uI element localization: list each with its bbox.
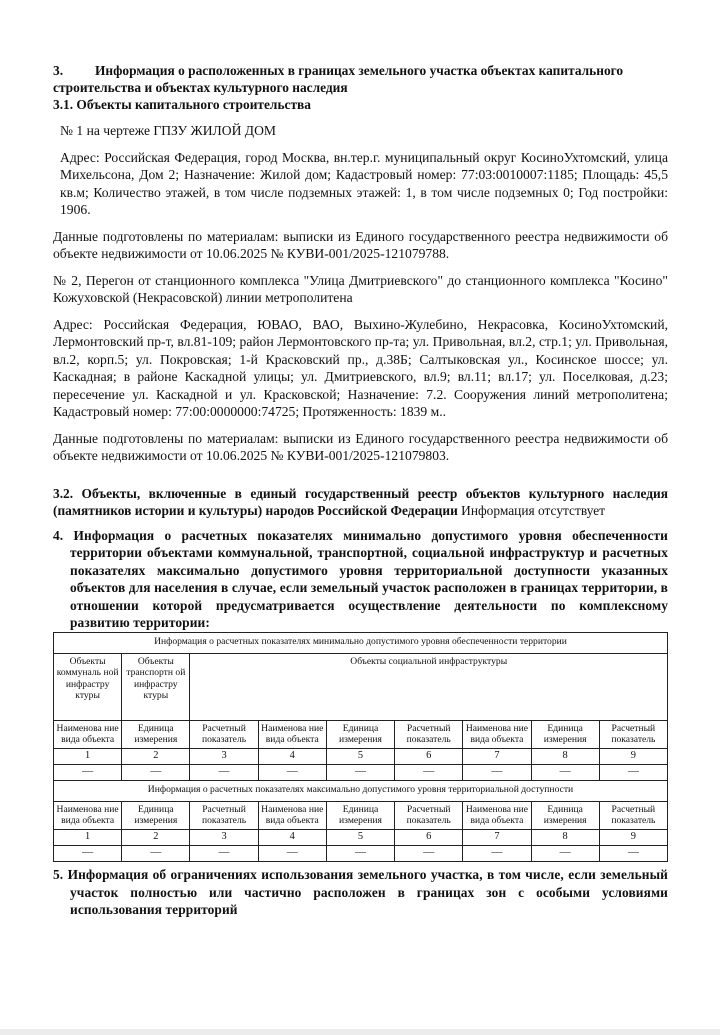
col-number: 5: [326, 748, 394, 765]
object-1-heading: № 1 на чертеже ГПЗУ ЖИЛОЙ ДОМ: [60, 123, 276, 138]
table-cell: —: [122, 765, 190, 781]
table-cell: —: [463, 765, 531, 781]
section-3-title-line2: строительства и объектах культурного наследия: [53, 80, 348, 95]
column-headers-row: [54, 720, 668, 748]
col-header: Расчетный показатель: [599, 720, 667, 748]
indicators-table: [53, 632, 668, 862]
table-cell: —: [54, 765, 122, 781]
table-cell: —: [395, 846, 463, 862]
table-cell: —: [258, 846, 326, 862]
min-values-row: [54, 765, 668, 781]
col-header: Единица измерения: [326, 801, 394, 829]
object-2-source: Данные подготовлены по материалам: выписки из Единого государственного реестра недвижимости об объекте недвижимости от 10.06.2025 № КУВИ-001/2025-121079803.: [53, 430, 668, 463]
table-cell: —: [326, 765, 394, 781]
col-header: Единица измерения: [122, 720, 190, 748]
viewer-bottom-bar: [0, 1029, 720, 1035]
section-4-heading: 4. Информация о расчетных показателях минимально допустимого уровня обеспеченности территории объектами коммунальной, транспортной, социальной инфраструктур и расчетных показателях максимально допустимого уровня территориальной доступности указанных объектов для населения в случае, если земельный участок расположен в границах территории, в отношении которой предусматривается осуществление деятельности по комплексному развитию территории:: [53, 527, 668, 631]
table-cell: —: [54, 846, 122, 862]
col-number: 2: [122, 748, 190, 765]
col-number: 4: [258, 748, 326, 765]
table-cell: —: [531, 765, 599, 781]
col-header: Единица измерения: [326, 720, 394, 748]
col-header: Наименова ние вида объекта: [54, 801, 122, 829]
section-5-heading: 5. Информация об ограничениях использования земельного участка, в том числе, если земельный участок полностью или частично расположен в границах зон с особыми условиями использования территорий: [53, 867, 668, 918]
table-cell: —: [463, 846, 531, 862]
object-2-address: Адрес: Российская Федерация, ЮВАО, ВАО, Выхино-Жулебино, Некрасовка, КосиноУхтомский, Лермонтовский пр-т, вл.81-109; район Лермонтовского пр-та; ул. Привольная, вл.2, стр.1; ул. Привольная, вл.2, корп.5; ул. Покровская; 1-й Красковский пр., д.38Б; Салтыковская ул., Косинское шоссе; ул. Каскадная; в районе Каскадной улицы; ул. Дмитриевского, вл.9; вл.11; вл.17; ул. Поселковая, д.23; пересечение ул. Каскадной и ул. Красковской; Назначение: 7.2. Сооружения линий метрополитена; Кадастровый номер: 77:00:0000000:74725; Протяженность: 1839 м..: [53, 316, 668, 419]
col-header: Расчетный показатель: [395, 801, 463, 829]
section-3-2-title: 3.2. Объекты, включенные в единый государственный реестр объектов культурного наследия (памятников истории и культуры) народов Российской Федерации: [53, 485, 668, 518]
object-1-address: Адрес: Российская Федерация, город Москва, вн.тер.г. муниципальный округ КосиноУхтомский, улица Михельсона, Дом 2; Назначение: Жилой дом; Кадастровый номер: 77:03:0010007:1185; Площадь: 45,5 кв.м; Количество этажей, в том числе подземных этажей: 1, в том числе подземных 0; Год постройки: 1906.: [60, 149, 668, 217]
table-cell: —: [326, 846, 394, 862]
column-numbers-row: [54, 748, 668, 765]
col-header: Наименова ние вида объекта: [463, 801, 531, 829]
section-3-2-value: Информация отсутствует: [461, 503, 606, 518]
col-header: Наименова ние вида объекта: [463, 720, 531, 748]
col-header: Наименова ние вида объекта: [258, 801, 326, 829]
max-values-row: [54, 846, 668, 862]
col-header: Единица измерения: [122, 801, 190, 829]
col-number: 7: [463, 829, 531, 846]
column-headers-row-2: [54, 801, 668, 829]
col-header: Наименова ние вида объекта: [54, 720, 122, 748]
col-number: 3: [190, 748, 258, 765]
col-number: 4: [258, 829, 326, 846]
max-indicators-title: Информация о расчетных показателях максимально допустимого уровня территориальной доступности: [54, 781, 668, 802]
col-number: 9: [599, 829, 667, 846]
section-3-2: [53, 485, 668, 520]
col-number: 2: [122, 829, 190, 846]
col-number: 8: [531, 829, 599, 846]
object-1-source: Данные подготовлены по материалам: выписки из Единого государственного реестра недвижимости об объекте недвижимости от 10.06.2025 № КУВИ-001/2025-121079788.: [53, 228, 668, 261]
col-number: 6: [395, 829, 463, 846]
min-indicators-title: Информация о расчетных показателях минимально допустимого уровня обеспеченности территории: [54, 633, 668, 654]
col-header: Единица измерения: [531, 720, 599, 748]
group-header-social: Объекты социальной инфраструктуры: [190, 653, 668, 720]
section-3-1-heading: 3.1. Объекты капитального строительства: [53, 97, 311, 112]
section-3-heading: [53, 62, 668, 96]
table-cell: —: [258, 765, 326, 781]
col-header: Единица измерения: [531, 801, 599, 829]
col-number: 5: [326, 829, 394, 846]
section-3-title-line1: Информация о расположенных в границах земельного участка объектах капитального: [95, 63, 624, 78]
section-3-number: 3.: [53, 63, 64, 78]
col-header: Расчетный показатель: [190, 720, 258, 748]
col-number: 3: [190, 829, 258, 846]
col-number: 9: [599, 748, 667, 765]
col-header: Расчетный показатель: [395, 720, 463, 748]
table-cell: —: [531, 846, 599, 862]
table-cell: —: [395, 765, 463, 781]
column-numbers-row-2: [54, 829, 668, 846]
col-header: Наименова ние вида объекта: [258, 720, 326, 748]
col-number: 6: [395, 748, 463, 765]
table-cell: —: [122, 846, 190, 862]
document-page: [53, 62, 668, 919]
group-header-transport: Объекты транспортн ой инфрастру ктуры: [122, 653, 190, 720]
table-cell: —: [599, 765, 667, 781]
col-number: 1: [54, 829, 122, 846]
group-header-communal: Объекты коммуналь ной инфрастру ктуры: [54, 653, 122, 720]
col-number: 1: [54, 748, 122, 765]
col-number: 7: [463, 748, 531, 765]
col-header: Расчетный показатель: [599, 801, 667, 829]
table-cell: —: [190, 846, 258, 862]
table-cell: —: [599, 846, 667, 862]
object-2-heading: № 2, Перегон от станционного комплекса "Улица Дмитриевского" до станционного комплекса "Косино" Кожуховской (Некрасовской) линии метрополитена: [53, 272, 668, 305]
col-header: Расчетный показатель: [190, 801, 258, 829]
table-cell: —: [190, 765, 258, 781]
col-number: 8: [531, 748, 599, 765]
